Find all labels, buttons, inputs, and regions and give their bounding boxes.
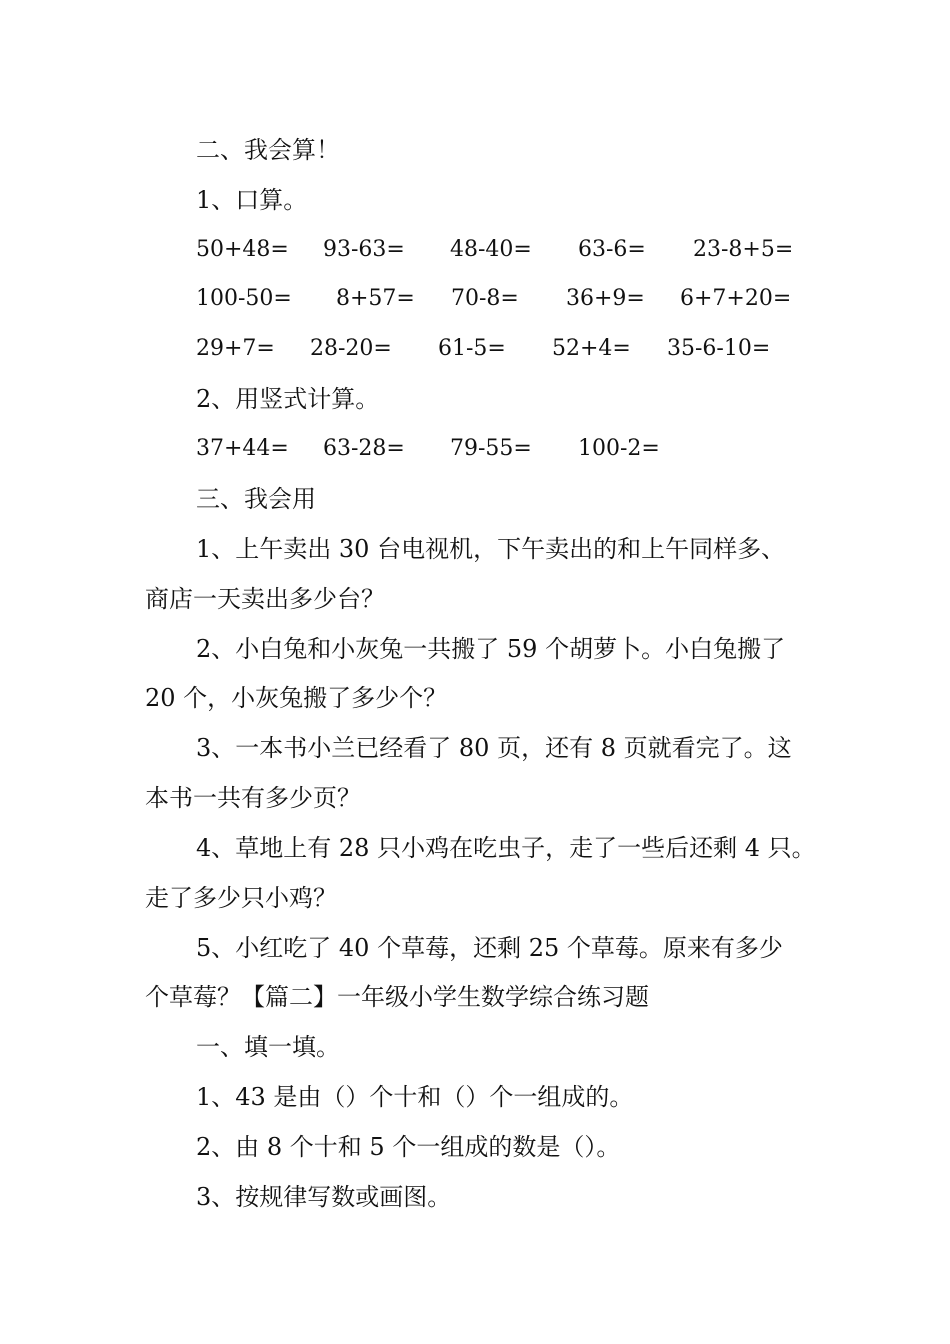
calc-item: 50+48=	[196, 237, 289, 262]
calc-item: 63-6=	[578, 237, 646, 262]
problem-4-line-2: 走了多少只小鸡？	[145, 884, 337, 912]
calc-item: 6+7+20=	[680, 286, 792, 311]
calc-item: 52+4=	[552, 336, 631, 361]
calc-item: 28-20=	[310, 336, 392, 361]
fill-item-1: 1、43 是由（）个十和（）个一组成的。	[196, 1083, 634, 1111]
problem-1-line-1: 1、上午卖出 30 台电视机，下午卖出的和上午同样多、	[196, 535, 786, 563]
section-one-heading: 一、填一填。	[196, 1033, 340, 1061]
problem-5-line-1: 5、小红吃了 40 个草莓，还剩 25 个草莓。原来有多少	[196, 934, 783, 962]
fill-item-3: 3、按规律写数或画图。	[196, 1183, 452, 1211]
problem-2-line-1: 2、小白兔和小灰兔一共搬了 59 个胡萝卜。小白兔搬了	[196, 635, 786, 663]
calc-item: 93-63=	[323, 237, 405, 262]
problem-1-line-2: 商店一天卖出多少台？	[145, 585, 385, 613]
calc-item: 70-8=	[451, 286, 519, 311]
oral-calc-heading: 1、口算。	[196, 186, 308, 214]
calc-item: 23-8+5=	[693, 237, 794, 262]
calc-item: 35-6-10=	[667, 336, 771, 361]
problem-4-line-1: 4、草地上有 28 只小鸡在吃虫子，走了一些后还剩 4 只。	[196, 834, 816, 862]
calc-item: 63-28=	[323, 436, 405, 461]
problem-2-line-2: 20 个，小灰兔搬了多少个？	[145, 684, 448, 712]
section-two-heading: 二、我会算！	[196, 136, 340, 164]
vertical-calc-heading: 2、用竖式计算。	[196, 385, 380, 413]
problem-3-line-1: 3、一本书小兰已经看了 80 页，还有 8 页就看完了。这	[196, 734, 792, 762]
fill-item-2: 2、由 8 个十和 5 个一组成的数是（）。	[196, 1133, 621, 1161]
calc-item: 8+57=	[336, 286, 415, 311]
problem-3-line-2: 本书一共有多少页？	[145, 784, 361, 812]
calc-item: 100-2=	[578, 436, 660, 461]
calc-item: 36+9=	[566, 286, 645, 311]
calc-item: 37+44=	[196, 436, 289, 461]
calc-item: 79-55=	[450, 436, 532, 461]
calc-item: 61-5=	[438, 336, 506, 361]
calc-item: 29+7=	[196, 336, 275, 361]
problem-5-line-2: 个草莓？【篇二】一年级小学生数学综合练习题	[145, 983, 649, 1011]
section-three-heading: 三、我会用	[196, 485, 316, 513]
calc-item: 100-50=	[196, 286, 292, 311]
calc-item: 48-40=	[450, 237, 532, 262]
